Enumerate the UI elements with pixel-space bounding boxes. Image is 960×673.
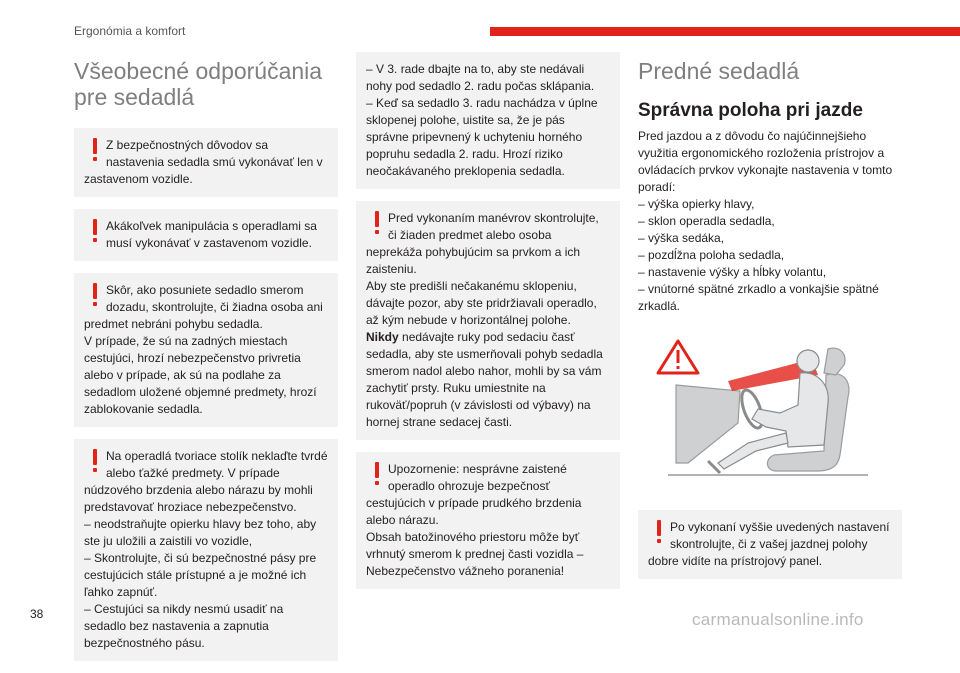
left-column [74,52,338,673]
warning-box [356,201,620,440]
warning-box [74,439,338,661]
header-accent-bar [490,27,960,36]
page-number: 38 [30,607,44,621]
warning-text-rest: cestujúcich v prípade prudkého brzdenia alebo nárazu. Obsah batožinového priestoru môže byť vrhnutý smerom k prednej časti vozidla – Nebezpečenstvo vážneho poranenia! [366,496,584,578]
warning-exclamation-icon [372,462,382,492]
warning-text-first: Pred vykonaním manévrov skontrolujte, či žiaden predmet alebo osoba [388,211,599,242]
section-title-front-seats: Predné sedadlá [638,58,800,84]
warning-text-first: Z bezpečnostných dôvodov sa nastavenia sedadla smú vykonávať len v [106,138,323,169]
warning-box [74,128,338,197]
subtitle-driving-position: Správna poloha pri jazde [638,100,863,121]
warning-triangle-icon [658,341,698,373]
warning-text-rest: dobre vidíte na prístrojový panel. [648,554,823,568]
warning-exclamation-icon [90,219,100,249]
warning-box [356,452,620,589]
warning-text-first: Skôr, ako posuniete sedadlo smerom dozadu, skontrolujte, či žiadna osoba ani [106,283,323,314]
continued-box: – V 3. rade dbajte na to, aby ste nedávali nohy pod sedadlo 2. radu počas sklápania. – Keď sa sedadlo 3. radu nachádza v úplne sklopenej polohe, uistite sa, že je pás správne pripevnený k uchyteniu horného popruhu sedadla 2. radu. Hrozí riziko neočakávaného preklopenia sedadla. [356,52,620,189]
warning-text-rest: núdzového brzdenia alebo nárazu by mohli predstavovať hroziace nebezpečenstvo. – neodstraňujte opierku hlavy bez toho, aby ste ju uložili a zaistili vo vozidle, – Skontrolujte, či sú bezpečnostné pásy pre cestujúcich stále prístupné a je možné ich ľahko zapnúť. – Cestujúci sa nikdy nesmú usadiť na sedadlo bez nastavenia a zapnutia bezpečnostného pásu. [84,483,317,650]
intro-text: Pred jazdou a z dôvodu čo najúčinnejšieho využitia ergonomického rozloženia prístrojov a ovládacích prvkov vykonajte nastavenia v tomto poradí: – výška opierky hlavy, – sklon operadla sedadla, – výška sedáka, – pozdĺžna poloha sedadla, – nastavenie výšky a hĺbky volantu, – vnútorné spätné zrkadlo a vonkajšie spätné zrkadlá. [638,129,893,313]
warning-text-rest: predmet nebráni pohybu sedadla. V prípade, že sú na zadných miestach cestujúci, hrozí nebezpečenstvo privretia alebo v prípade, ak sú na podlahe za sedadlom uložené objemné predmety, hrozí zablokovanie sedadla. [84,317,317,416]
warning-exclamation-icon [654,520,664,550]
warning-exclamation-icon [90,138,100,168]
section-title-general: Všeobecné odporúčania pre sedadlá [74,58,323,110]
warning-exclamation-icon [90,283,100,313]
warning-text-first: Po vykonaní vyššie uvedených nastavení skontrolujte, či z vašej jazdnej polohy [670,520,890,551]
warning-text-first: Akákoľvek manipulácia s operadlami sa musí vykonávať v zastavenom vozidle. [106,219,317,250]
warning-text-first: Upozornenie: nesprávne zaistené operadlo ohrozuje bezpečnosť [388,462,567,493]
watermark: carmanualsonline.info [692,610,864,629]
warning-text-rest-post: nedávajte ruky pod sedaciu časť sedadla, aby ste usmerňovali pohyb sedadla smerom nadol alebo nahor, mohli by sa vám zachytiť prsty. Ruku umiestnite na rukoväť/popruh (v závislosti od výbavy) na hornej strane sedacej časti. [366,330,603,429]
warning-box [74,209,338,261]
warning-text-first: Na operadlá tvoriace stolík neklaďte tvrdé alebo ťažké predmety. V prípade [106,449,328,480]
warning-exclamation-icon [90,449,100,479]
warning-text-rest: neprekáža pohybujúcim sa prvkom a ich zaisteniu. Aby ste predišli nečakanému sklopeniu, dávajte pozor, aby ste pridržiavali operadlo, až kým nebude v horizontálnej polohe. [366,245,597,327]
warning-text-rest: zastavenom vozidle. [84,172,193,186]
warning-exclamation-icon [372,211,382,241]
middle-column [356,52,620,601]
driving-position-illustration [648,335,880,485]
warning-box [74,273,338,427]
running-head: Ergonómia a komfort [74,24,186,38]
right-column [638,52,902,591]
warning-box [638,510,902,579]
warning-bold-word: Nikdy [366,330,399,344]
